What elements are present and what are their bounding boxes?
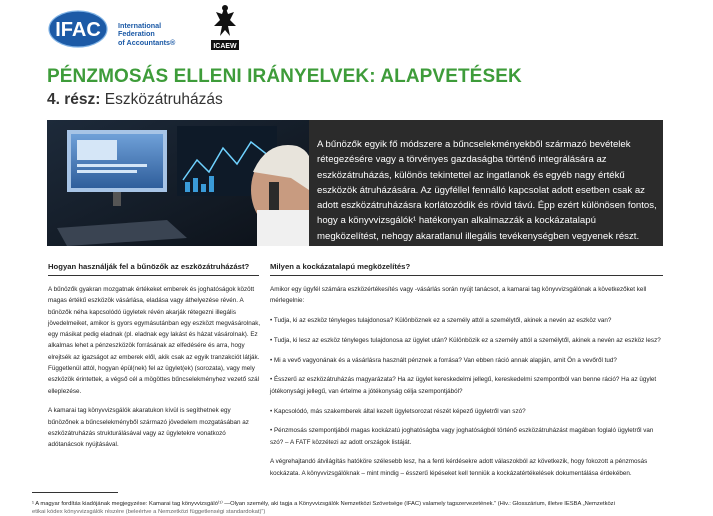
icaew-logo <box>208 2 242 52</box>
bullet-item: • Ésszerű az eszközátruházás magyarázata? Ha az ügylet kereskedelmi jellegű, kereskedelmi szempontból van benne ráció? Ha az ügylet jótékonysági jellegű, van értelme a jótékonyság célja szempontjából? <box>270 376 657 395</box>
ifac-org-name: International Federation of Accountants® <box>118 21 176 47</box>
footnote-continuation: etikai kódex könyvvizsgálók részére (beleértve a Nemzetközi függetlenségi standardokat)”) <box>32 509 266 515</box>
right-column-rule <box>270 275 663 276</box>
subtitle-part: 4. rész: <box>47 91 101 108</box>
person-at-computer-photo <box>47 120 309 246</box>
intro-banner <box>47 120 663 246</box>
svg-text:ICAEW: ICAEW <box>213 43 237 50</box>
bullet-item: • Kapcsolódó, más szakemberek által kezelt ügyletsorozat részét képező ügyletről van szó? <box>270 407 526 415</box>
page-title: PÉNZMOSÁS ELLENI IRÁNYELVEK: ALAPVETÉSEK <box>47 66 522 87</box>
left-paragraph: A bűnözők gyakran mozgatnak értékeket emberek és joghatóságok között magas értékű eszközök vásárlása, eladása vagy áthelyezése révén. A bűnözők néha kapcsolódó ügyletek révén akarják rétegezni illegális jövedelmeiket, amikor is gyors egymásutánban egy eszközt megvásárolnak, egy másikat pedig eladnak (pl. eladnak egy lakást és házat vásárolnak). Ez alkalmas lehet a pénzeszközök forrásának az elfedésére és arra, hogy elrejtsék az igazságot az emberek elől, akik csak az egyik tranzakciót látják. Függetlenül attól, hogyan épül(nek) fel az ügylet(ek) (sorozata), vagy mely eszközök érintettek, a végső cél a mögöttes bűncselekményhez vezető szál elleplezése. <box>48 286 261 395</box>
footnote-rule <box>32 492 118 493</box>
ifac-logo-text: IFAC <box>55 19 101 41</box>
page-subtitle <box>47 91 223 109</box>
bullet-item: • Pénzmosás szempontjából magas kockázatú joghatóságba vagy joghatóságból történő eszközátruházást magában foglaló ügyletről van szó? – A FATF közzétezi az adott országok listáját. <box>270 427 654 446</box>
left-paragraph: A kamarai tag könyvvizsgálók akaratukon kívül is segíthetnek egy bűnözőnek a bűncselekményből származó jövedelem mozgatásában az eszközátruházás strukturálásával vagy az ügyletekre vonatkozó adótanácsok nyújtásával. <box>48 407 249 449</box>
right-column-heading: Milyen a kockázatalapú megközelítés? <box>270 262 411 271</box>
right-column-body <box>270 284 662 488</box>
bullet-item: • Mi a vevő vagyonának és a vásárlásra használt pénznek a forrása? Van ebben ráció annak alapján, amit Ön a vevőről tud? <box>270 356 617 364</box>
subtitle-topic: Eszközátruházás <box>104 91 223 108</box>
right-closing: A végrehajtandó átvilágítás hatóköre szélesebb lesz, ha a fenti kérdésekre adott válaszokból az következik, hogy fokozott a pénzmosás kockázata. A könyvvizsgálóknak – mint mindig – ésszerű lépéseket kell tenniük a kockázatértékelések dokumentálása érdekében. <box>270 458 648 477</box>
bullet-item: • Tudja, ki az eszköz tényleges tulajdonosa? Különböznek ez a személy attól a személytől, akinek a nevén az eszköz van? <box>270 317 612 325</box>
right-intro: Amikor egy ügyfél számára eszközértékesítés vagy -vásárlás során nyújt tanácsot, a kamarai tag könyvvizsgálónak a következőket kell mérlegelnie: <box>270 286 647 305</box>
left-column-body <box>48 284 262 459</box>
footnote: ¹ A magyar fordítás kiadójának megjegyzése: Kamarai tag könyvvizsgáló⁽¹⁾ —Olyan személy, aki tagja a Könyvvizsgálók Nemzetközi Szövetsége (IFAC) valamely tagszervezetének.” (Hiv.: Glosszárium, illetve IESBA „Nemzetközi <box>32 501 615 507</box>
ifac-logo <box>48 10 108 48</box>
banner-text: A bűnözők egyik fő módszere a bűncselekményekből származó bevételek rétegezésére vagy a törvényes gazdaságba történő integrálására az eszközátruházás, különös tekintettel az ingatlanok és egyéb nagy értékű eszközök átruházására. Az ügyféllel fennálló kapcsolat adott esetben csak az adott eszközátruházásra korlátozódik és rövid távú. Épp ezért különösen fontos, hogy a könyvvizsgálók¹ hatékonyan alkalmazzák a kockázatalapú megközelítést, nehogy akaratlanul illegális tevékenységben vegyenek részt. <box>317 139 657 242</box>
left-column-rule <box>48 275 259 276</box>
bullet-item: • Tudja, ki lesz az eszköz tényleges tulajdonosa az ügylet után? Különbözik ez a személy attól a személytől, akinek a nevén az eszköz lesz? <box>270 336 661 344</box>
left-column-heading: Hogyan használják fel a bűnözők az eszközátruházást? <box>48 262 250 271</box>
